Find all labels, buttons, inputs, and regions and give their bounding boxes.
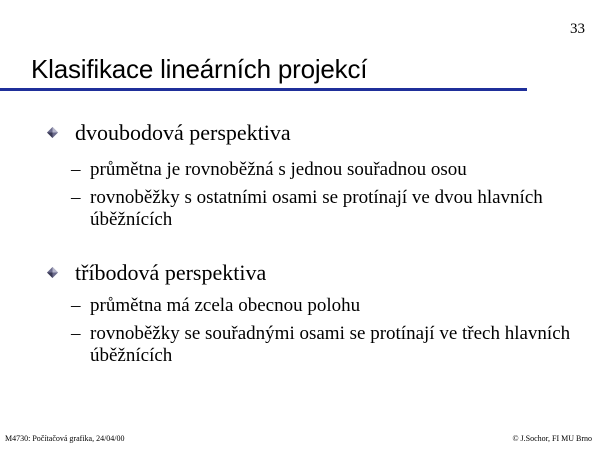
dash-marker: –	[71, 159, 81, 180]
list-item-text: rovnoběžky s ostatními osami se protínají ve dvou hlavních úběžnících	[90, 187, 543, 230]
title-underline	[0, 88, 527, 91]
slide-title: Klasifikace lineárních projekcí	[31, 54, 368, 84]
list-item	[71, 323, 571, 367]
list-item-text: průmětna je rovnoběžná s jednou souřadnou osou	[90, 159, 467, 180]
list-item	[71, 187, 571, 231]
diamond-bullet-icon	[47, 127, 58, 138]
section-heading-three-point: tříbodová perspektiva	[75, 260, 267, 285]
list-item-text: rovnoběžky se souřadnými osami se protínají ve třech hlavních úběžnících	[90, 323, 571, 366]
footer-copyright: © J.Sochor, FI MU Brno	[512, 434, 592, 443]
list-item-text: průmětna má zcela obecnou polohu	[90, 295, 361, 316]
page-number: 33	[570, 21, 585, 37]
dash-marker: –	[71, 295, 81, 316]
list-item	[71, 159, 571, 181]
list-item	[71, 295, 571, 317]
dash-marker: –	[71, 187, 81, 208]
section-heading-two-point: dvoubodová perspektiva	[75, 120, 291, 145]
dash-marker: –	[71, 323, 81, 344]
diamond-bullet-icon	[47, 267, 58, 278]
footer-course-info: M4730: Počítačová grafika, 24/04/00	[5, 434, 125, 443]
